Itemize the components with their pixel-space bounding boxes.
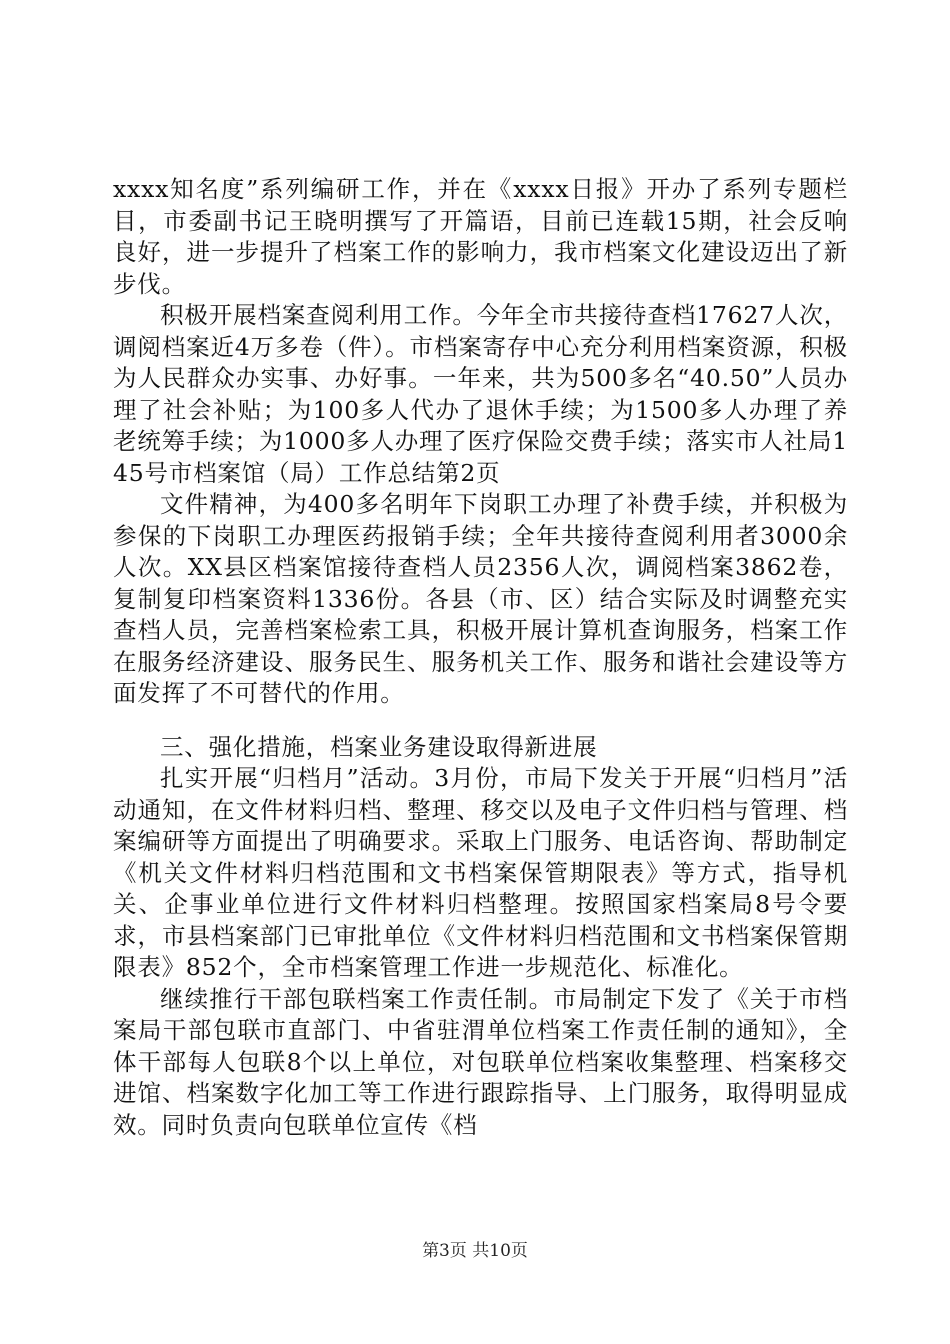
section-heading: 三、强化措施，档案业务建设取得新进展 <box>160 732 598 761</box>
document-body <box>113 174 848 1141</box>
page-footer: 第3页 共10页 <box>422 1241 528 1261</box>
paragraph-document-spirit: 文件精神，为400多名明年下岗职工办理了补费手续，并积极为参保的下岗职工办理医药报销手续；全年共接待查阅利用者3000余人次。XX县区档案馆接待查档人员2356人次，调阅档案3862卷，复制复印档案资料1336份。各县（市、区）结合实际及时调整充实查档人员，完善档案检索工具，积极开展计算机查询服务，档案工作在服务经济建设、服务民生、服务机关工作、服务和谐社会建设等方面发挥了不可替代的作用。 <box>113 490 848 707</box>
paragraph-compilation: xxxx知名度”系列编研工作，并在《xxxx日报》开办了系列专题栏目，市委副书记王晓明撰写了开篇语，目前已连载15期，社会反响良好，进一步提升了档案工作的影响力，我市档案文化建设迈出了新步伐。 <box>113 175 848 298</box>
paragraph-archiving-month: 扎实开展“归档月”活动。3月份，市局下发关于开展“归档月”活动通知，在文件材料归档、整理、移交以及电子文件归档与管理、档案编研等方面提出了明确要求。采取上门服务、电话咨询、帮助制定《机关文件材料归档范围和文书档案保管期限表》等方式，指导机关、企事业单位进行文件材料归档整理。按照国家档案局8号令要求，市县档案部门已审批单位《文件材料归档范围和文书档案保管期限表》852个，全市档案管理工作进一步规范化、标准化。 <box>113 764 848 981</box>
paragraph-cadre-responsibility: 继续推行干部包联档案工作责任制。市局制定下发了《关于市档案局干部包联市直部门、中省驻渭单位档案工作责任制的通知》，全体干部每人包联8个以上单位，对包联单位档案收集整理、档案移交进馆、档案数字化加工等工作进行跟踪指导、上门服务，取得明显成效。同时负责向包联单位宣传《档 <box>113 984 848 1139</box>
paragraph-archive-access: 积极开展档案查阅利用工作。今年全市共接待查档17627人次，调阅档案近4万多卷（件）。市档案寄存中心充分利用档案资源，积极为人民群众办实事、办好事。一年来，共为500多名“40.50”人员办理了社会补贴；为100多人代办了退休手续；为1500多人办理了养老统筹手续；为1000多人办理了医疗保险交费手续；落实市人社局145号市档案馆（局）工作总结第2页 <box>113 301 848 487</box>
